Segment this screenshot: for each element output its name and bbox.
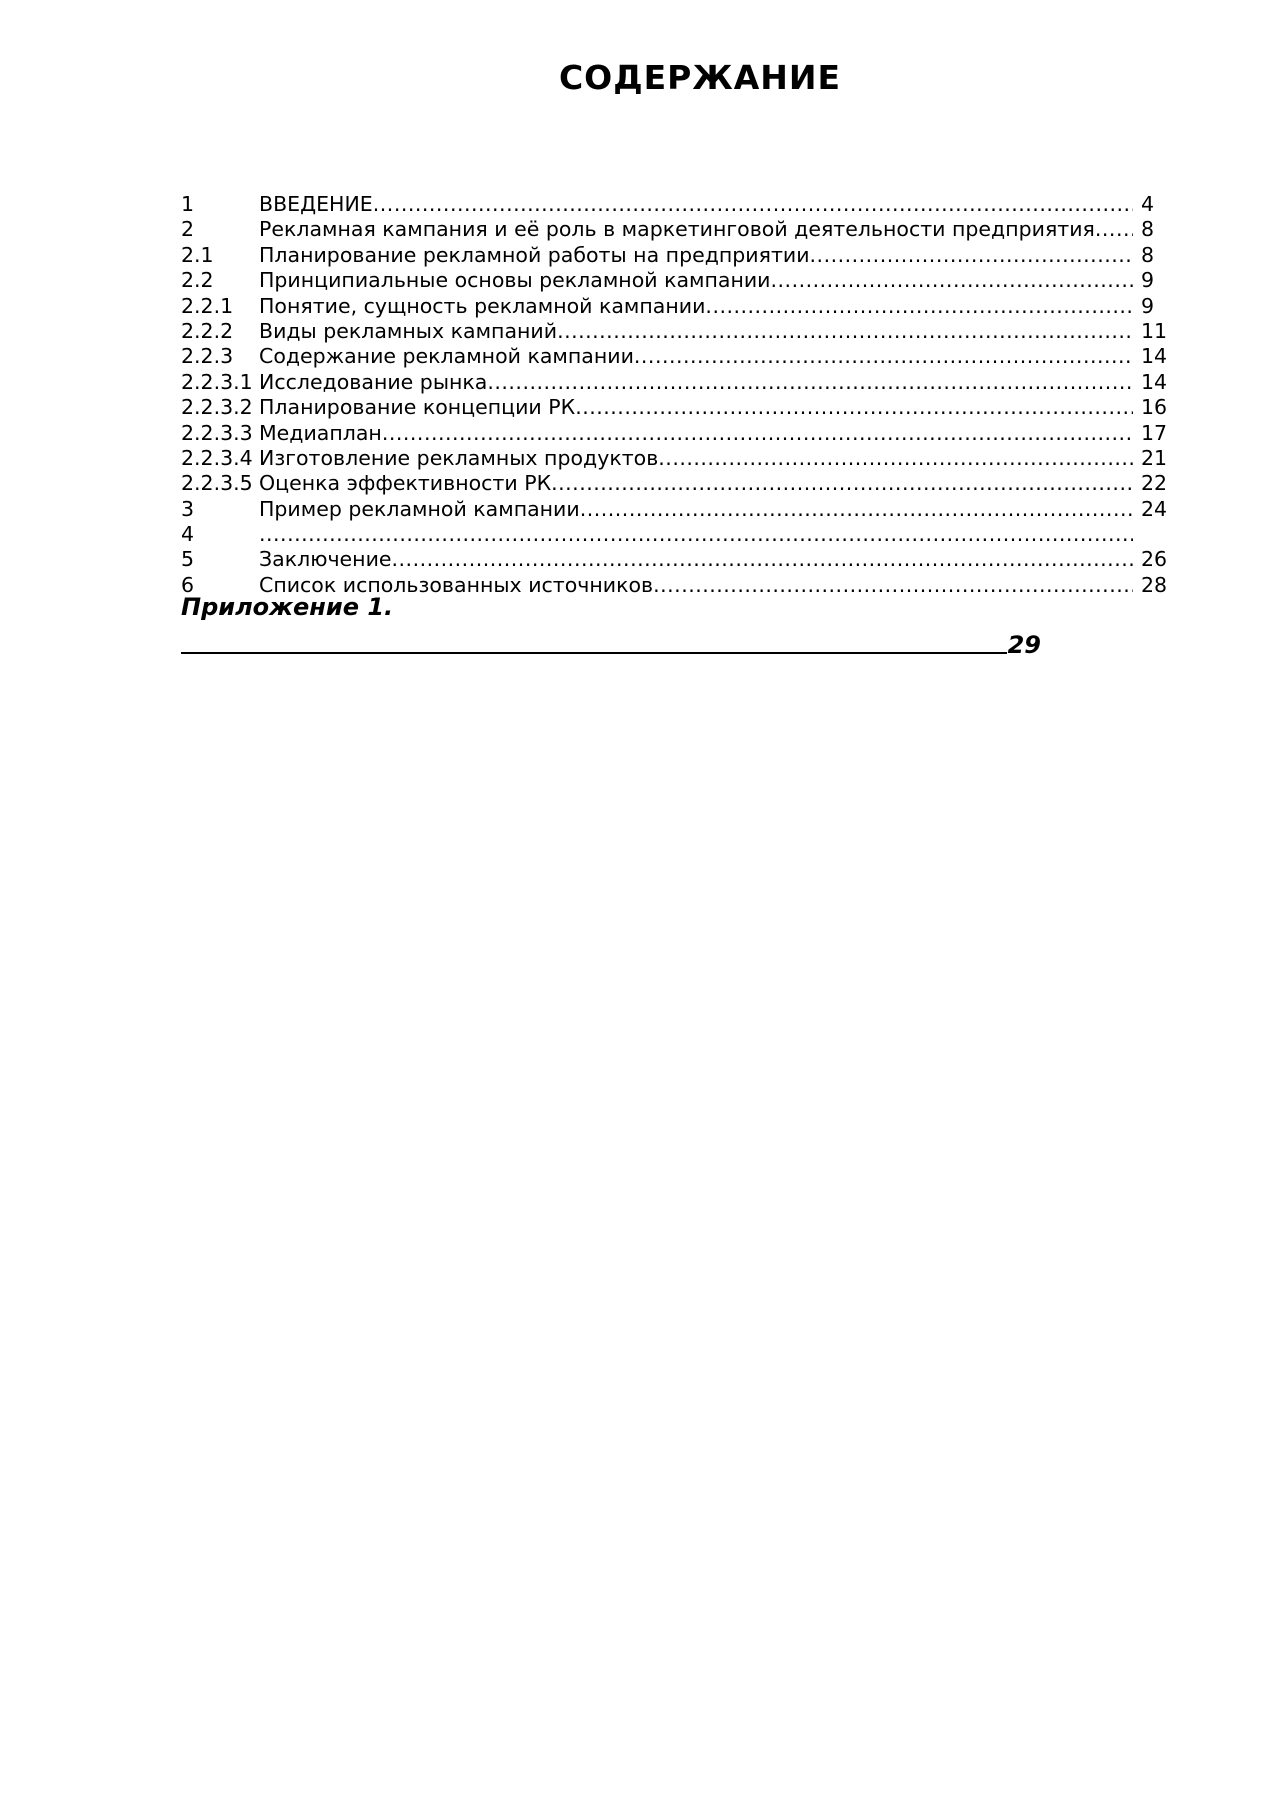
toc-entry-number: 2.1 bbox=[181, 242, 214, 267]
toc-entry-page: 16 bbox=[1141, 395, 1168, 420]
toc-entry-title: Виды рекламных кампаний bbox=[259, 318, 558, 343]
toc-entry-page: 8 bbox=[1141, 217, 1155, 242]
toc-entry-page: 22 bbox=[1141, 471, 1168, 496]
toc-entry-title: Принципиальные основы рекламной кампании bbox=[259, 268, 771, 293]
toc-entry-number: 4 bbox=[181, 522, 195, 547]
toc-entry-number: 6 bbox=[181, 572, 195, 597]
appendix-title: Приложение 1. bbox=[181, 593, 394, 621]
toc-entry-title: Медиаплан bbox=[259, 420, 382, 445]
toc-entry-number: 2.2.2 bbox=[181, 318, 234, 343]
toc-dot-leader bbox=[487, 370, 1133, 395]
toc-entry bbox=[181, 319, 1171, 344]
toc-dot-leader bbox=[634, 344, 1133, 369]
toc-entry-title: Исследование рынка bbox=[259, 369, 488, 394]
toc-dot-leader bbox=[658, 446, 1133, 471]
toc-entry bbox=[181, 344, 1171, 369]
toc-entry bbox=[181, 294, 1171, 319]
toc-dot-leader bbox=[551, 471, 1133, 496]
toc-dot-leader bbox=[580, 497, 1133, 522]
toc-entry-title: Понятие, сущность рекламной кампании bbox=[259, 293, 706, 318]
toc-entry-number: 2.2.3.4 bbox=[181, 445, 253, 470]
toc-entry-number: 2.2.3.1 bbox=[181, 369, 253, 394]
toc-dot-leader bbox=[382, 421, 1133, 446]
toc-entry-number: 2.2.3.5 bbox=[181, 471, 253, 496]
toc-entry bbox=[181, 497, 1171, 522]
toc-entry bbox=[181, 522, 1171, 547]
toc-entry bbox=[181, 217, 1171, 242]
toc-entry-page: 9 bbox=[1141, 293, 1155, 318]
toc-entry-page: 26 bbox=[1141, 547, 1168, 572]
toc-entry bbox=[181, 192, 1171, 217]
toc-entry-page: 24 bbox=[1141, 496, 1168, 521]
toc-entry bbox=[181, 446, 1171, 471]
toc-entry-number: 2.2 bbox=[181, 268, 214, 293]
toc-entry-title: Изготовление рекламных продуктов bbox=[259, 445, 659, 470]
appendix-entry bbox=[181, 592, 1041, 659]
toc-entry-number: 5 bbox=[181, 547, 195, 572]
toc-entry bbox=[181, 471, 1171, 496]
toc-dot-leader bbox=[373, 192, 1133, 217]
toc-entry-page: 9 bbox=[1141, 268, 1155, 293]
appendix-page: 29 bbox=[1007, 631, 1041, 659]
toc-dot-leader bbox=[705, 294, 1133, 319]
toc-entry-title: Пример рекламной кампании bbox=[259, 496, 580, 521]
toc-entry-number: 3 bbox=[181, 496, 195, 521]
toc-entry-number: 2.2.1 bbox=[181, 293, 234, 318]
toc-entry-title: Планирование концепции РК bbox=[259, 395, 576, 420]
toc-entry-title: Содержание рекламной кампании bbox=[259, 344, 634, 369]
toc-dot-leader bbox=[810, 243, 1133, 268]
toc-entry-page: 28 bbox=[1141, 572, 1168, 597]
toc-entry-title: Оценка эффективности РК bbox=[259, 471, 552, 496]
toc-entry-page: 14 bbox=[1141, 369, 1168, 394]
toc-entry-number: 2.2.3.3 bbox=[181, 420, 253, 445]
toc-dot-leader bbox=[771, 268, 1133, 293]
toc-dot-leader bbox=[259, 522, 1133, 547]
toc-entry bbox=[181, 547, 1171, 572]
toc-entry bbox=[181, 370, 1171, 395]
toc-entry-number: 2 bbox=[181, 217, 195, 242]
toc-entry-page: 14 bbox=[1141, 344, 1168, 369]
toc-entry-page: 8 bbox=[1141, 242, 1155, 267]
toc-entry-title: Заключение bbox=[259, 547, 392, 572]
toc-entry-title: Планирование рекламной работы на предприятии bbox=[259, 242, 810, 267]
toc-entry bbox=[181, 421, 1171, 446]
toc-entry bbox=[181, 268, 1171, 293]
toc-entry-number: 1 bbox=[181, 192, 195, 216]
toc-entry-page: 4 bbox=[1141, 192, 1155, 216]
toc-entry-page: 17 bbox=[1141, 420, 1168, 445]
toc-entry-title: Рекламная кампания и её роль в маркетинговой деятельности предприятия bbox=[259, 217, 1095, 242]
toc-entry-page: 11 bbox=[1141, 318, 1168, 343]
toc-entry-number: 2.2.3.2 bbox=[181, 395, 253, 420]
toc-entry-page: 21 bbox=[1141, 445, 1168, 470]
toc-dot-leader bbox=[1095, 217, 1133, 242]
toc-entry-title: ВВЕДЕНИЕ bbox=[259, 192, 373, 216]
table-of-contents bbox=[181, 192, 1171, 598]
toc-dot-leader bbox=[392, 547, 1133, 572]
appendix-underline bbox=[181, 628, 1007, 654]
page-title: СОДЕРЖАНИЕ bbox=[558, 58, 842, 97]
toc-entry bbox=[181, 243, 1171, 268]
toc-entry-number: 2.2.3 bbox=[181, 344, 234, 369]
toc-entry-title: Список использованных источников bbox=[259, 572, 654, 597]
toc-dot-leader bbox=[575, 395, 1133, 420]
appendix-line bbox=[181, 622, 1041, 659]
toc-entry bbox=[181, 395, 1171, 420]
toc-dot-leader bbox=[557, 319, 1133, 344]
